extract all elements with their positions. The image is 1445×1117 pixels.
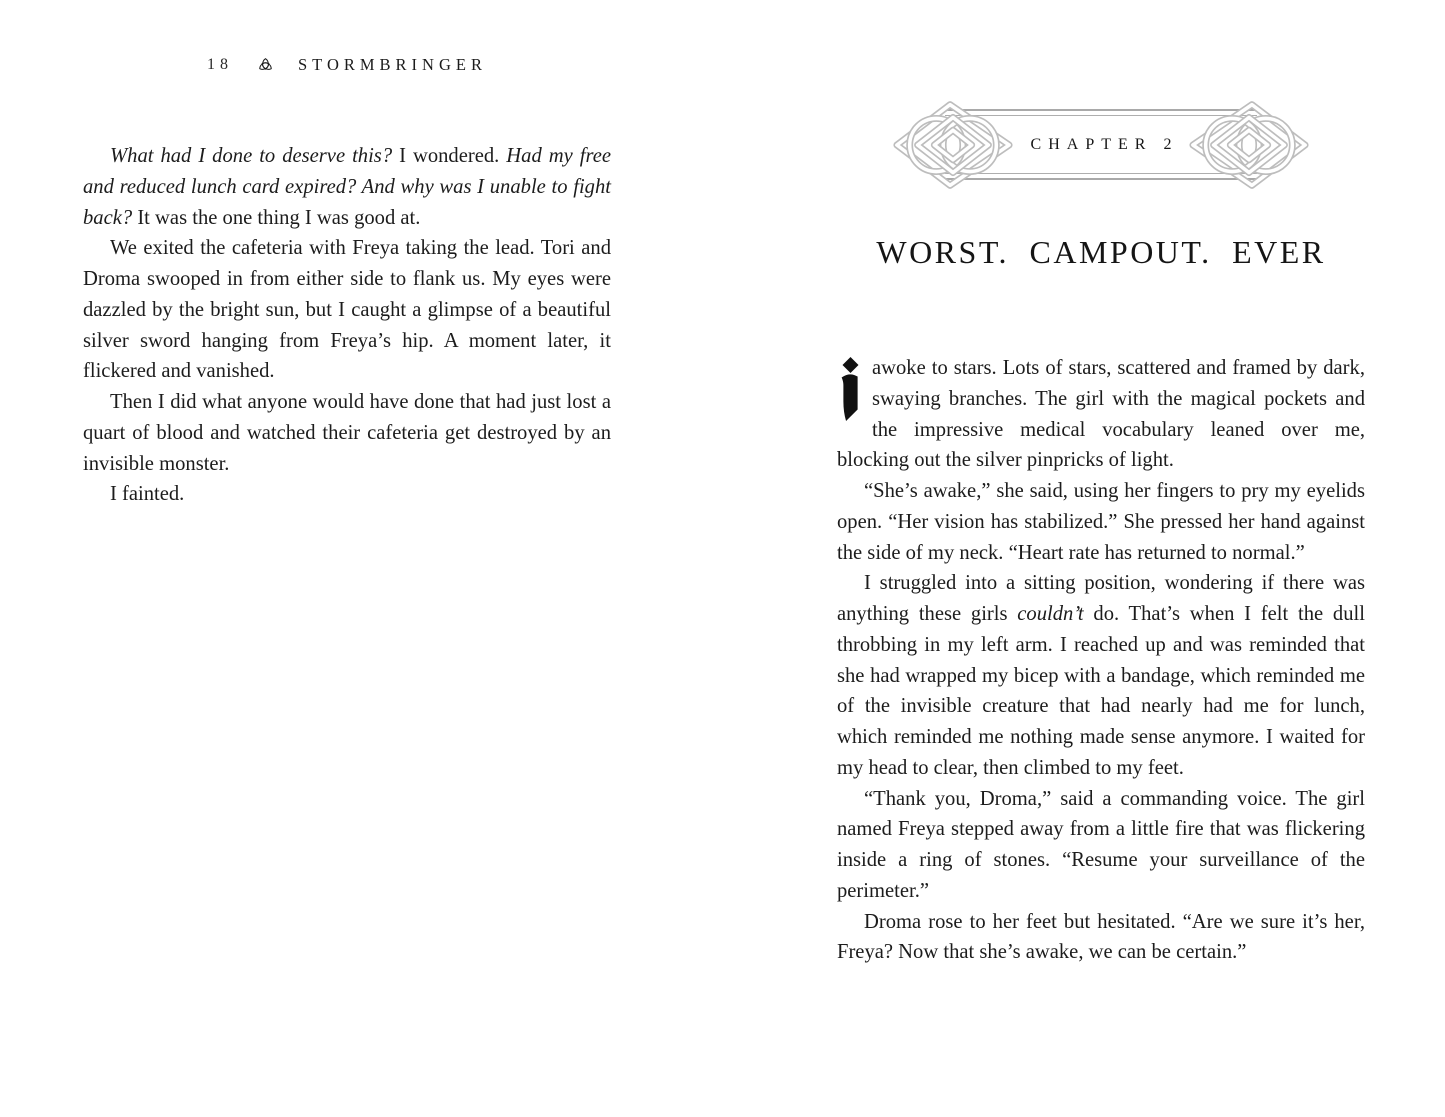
running-title: STORMBRINGER <box>298 55 487 74</box>
text-segment: It was the one thing I was good at. <box>137 206 421 229</box>
chapter-label: CHAPTER 2 <box>1030 135 1179 153</box>
text-segment: awoke to stars. Lots of stars, scattered and framed by dark, swaying branches. The girl with the magical pockets and the impressive medical vocabulary leaned over me, blocking out the silver pinpricks of light. <box>837 357 1365 472</box>
text-segment: Droma rose to her feet but hesitated. “Are we sure it’s her, Freya? Now that she’s awake, we can be certain.” <box>837 910 1365 964</box>
paragraph <box>83 141 611 233</box>
right-page-body <box>837 353 1365 968</box>
text-segment: I fainted. <box>110 483 185 506</box>
celtic-knot-ornament-left-icon <box>889 97 1017 193</box>
paragraph <box>837 907 1365 969</box>
text-segment-italic: Had my free and reduced lunch card expired? And why was I unable to fight back? <box>83 145 611 229</box>
text-segment: I struggled into a sitting position, wondering if there was anything these girls <box>837 572 1365 625</box>
text-segment: We exited the cafeteria with Freya taking the lead. Tori and Droma swooped in from either side to flank us. My eyes were dazzled by the bright sun, but I caught a glimpse of a beautiful silver sword hanging from Freya’s hip. A moment later, it flickered and vanished. <box>83 237 611 383</box>
chapter-title: WORST. CAMPOUT. EVER <box>876 234 1326 270</box>
page-number: 18 <box>207 56 233 73</box>
paragraph <box>83 233 611 387</box>
paragraph <box>83 387 611 479</box>
paragraph <box>837 476 1365 568</box>
running-header <box>83 54 611 76</box>
triquetra-icon <box>255 54 276 76</box>
paragraph <box>837 784 1365 907</box>
paragraph <box>837 568 1365 783</box>
celtic-knot-ornament-right-icon <box>1185 97 1313 193</box>
left-page-body <box>83 141 611 510</box>
drop-cap-initial <box>839 357 862 421</box>
text-segment: “Thank you, Droma,” said a commanding voice. The girl named Freya stepped away from a little fire that was flickering inside a ring of stones. “Resume your surveillance of the perimeter.” <box>837 787 1365 902</box>
right-page <box>837 0 1365 1117</box>
chapter-banner <box>891 97 1311 193</box>
text-segment-italic: couldn’t <box>1017 603 1084 625</box>
paragraph <box>83 479 611 510</box>
text-segment: do. That’s when I felt the dull throbbing in my left arm. I reached up and was reminded that she had wrapped my bicep with a bandage, which reminded me of the invisible creature that had nearly had me for lunch, which reminded me nothing made sense anymore. I waited for my head to clear, then climbed to my feet. <box>837 603 1365 779</box>
text-segment-italic: What had I done to deserve this? <box>110 145 400 167</box>
text-segment: “She’s awake,” she said, using her fingers to pry my eyelids open. “Her vision has stabilized.” She pressed her hand against the side of my neck. “Heart rate has returned to normal.” <box>837 480 1365 564</box>
paragraph <box>837 353 1365 476</box>
left-page <box>83 0 611 1117</box>
text-segment: Then I did what anyone would have done that had just lost a quart of blood and watched their cafeteria get destroyed by an invisible monster. <box>83 391 611 475</box>
text-segment: I wondered. <box>399 145 507 167</box>
